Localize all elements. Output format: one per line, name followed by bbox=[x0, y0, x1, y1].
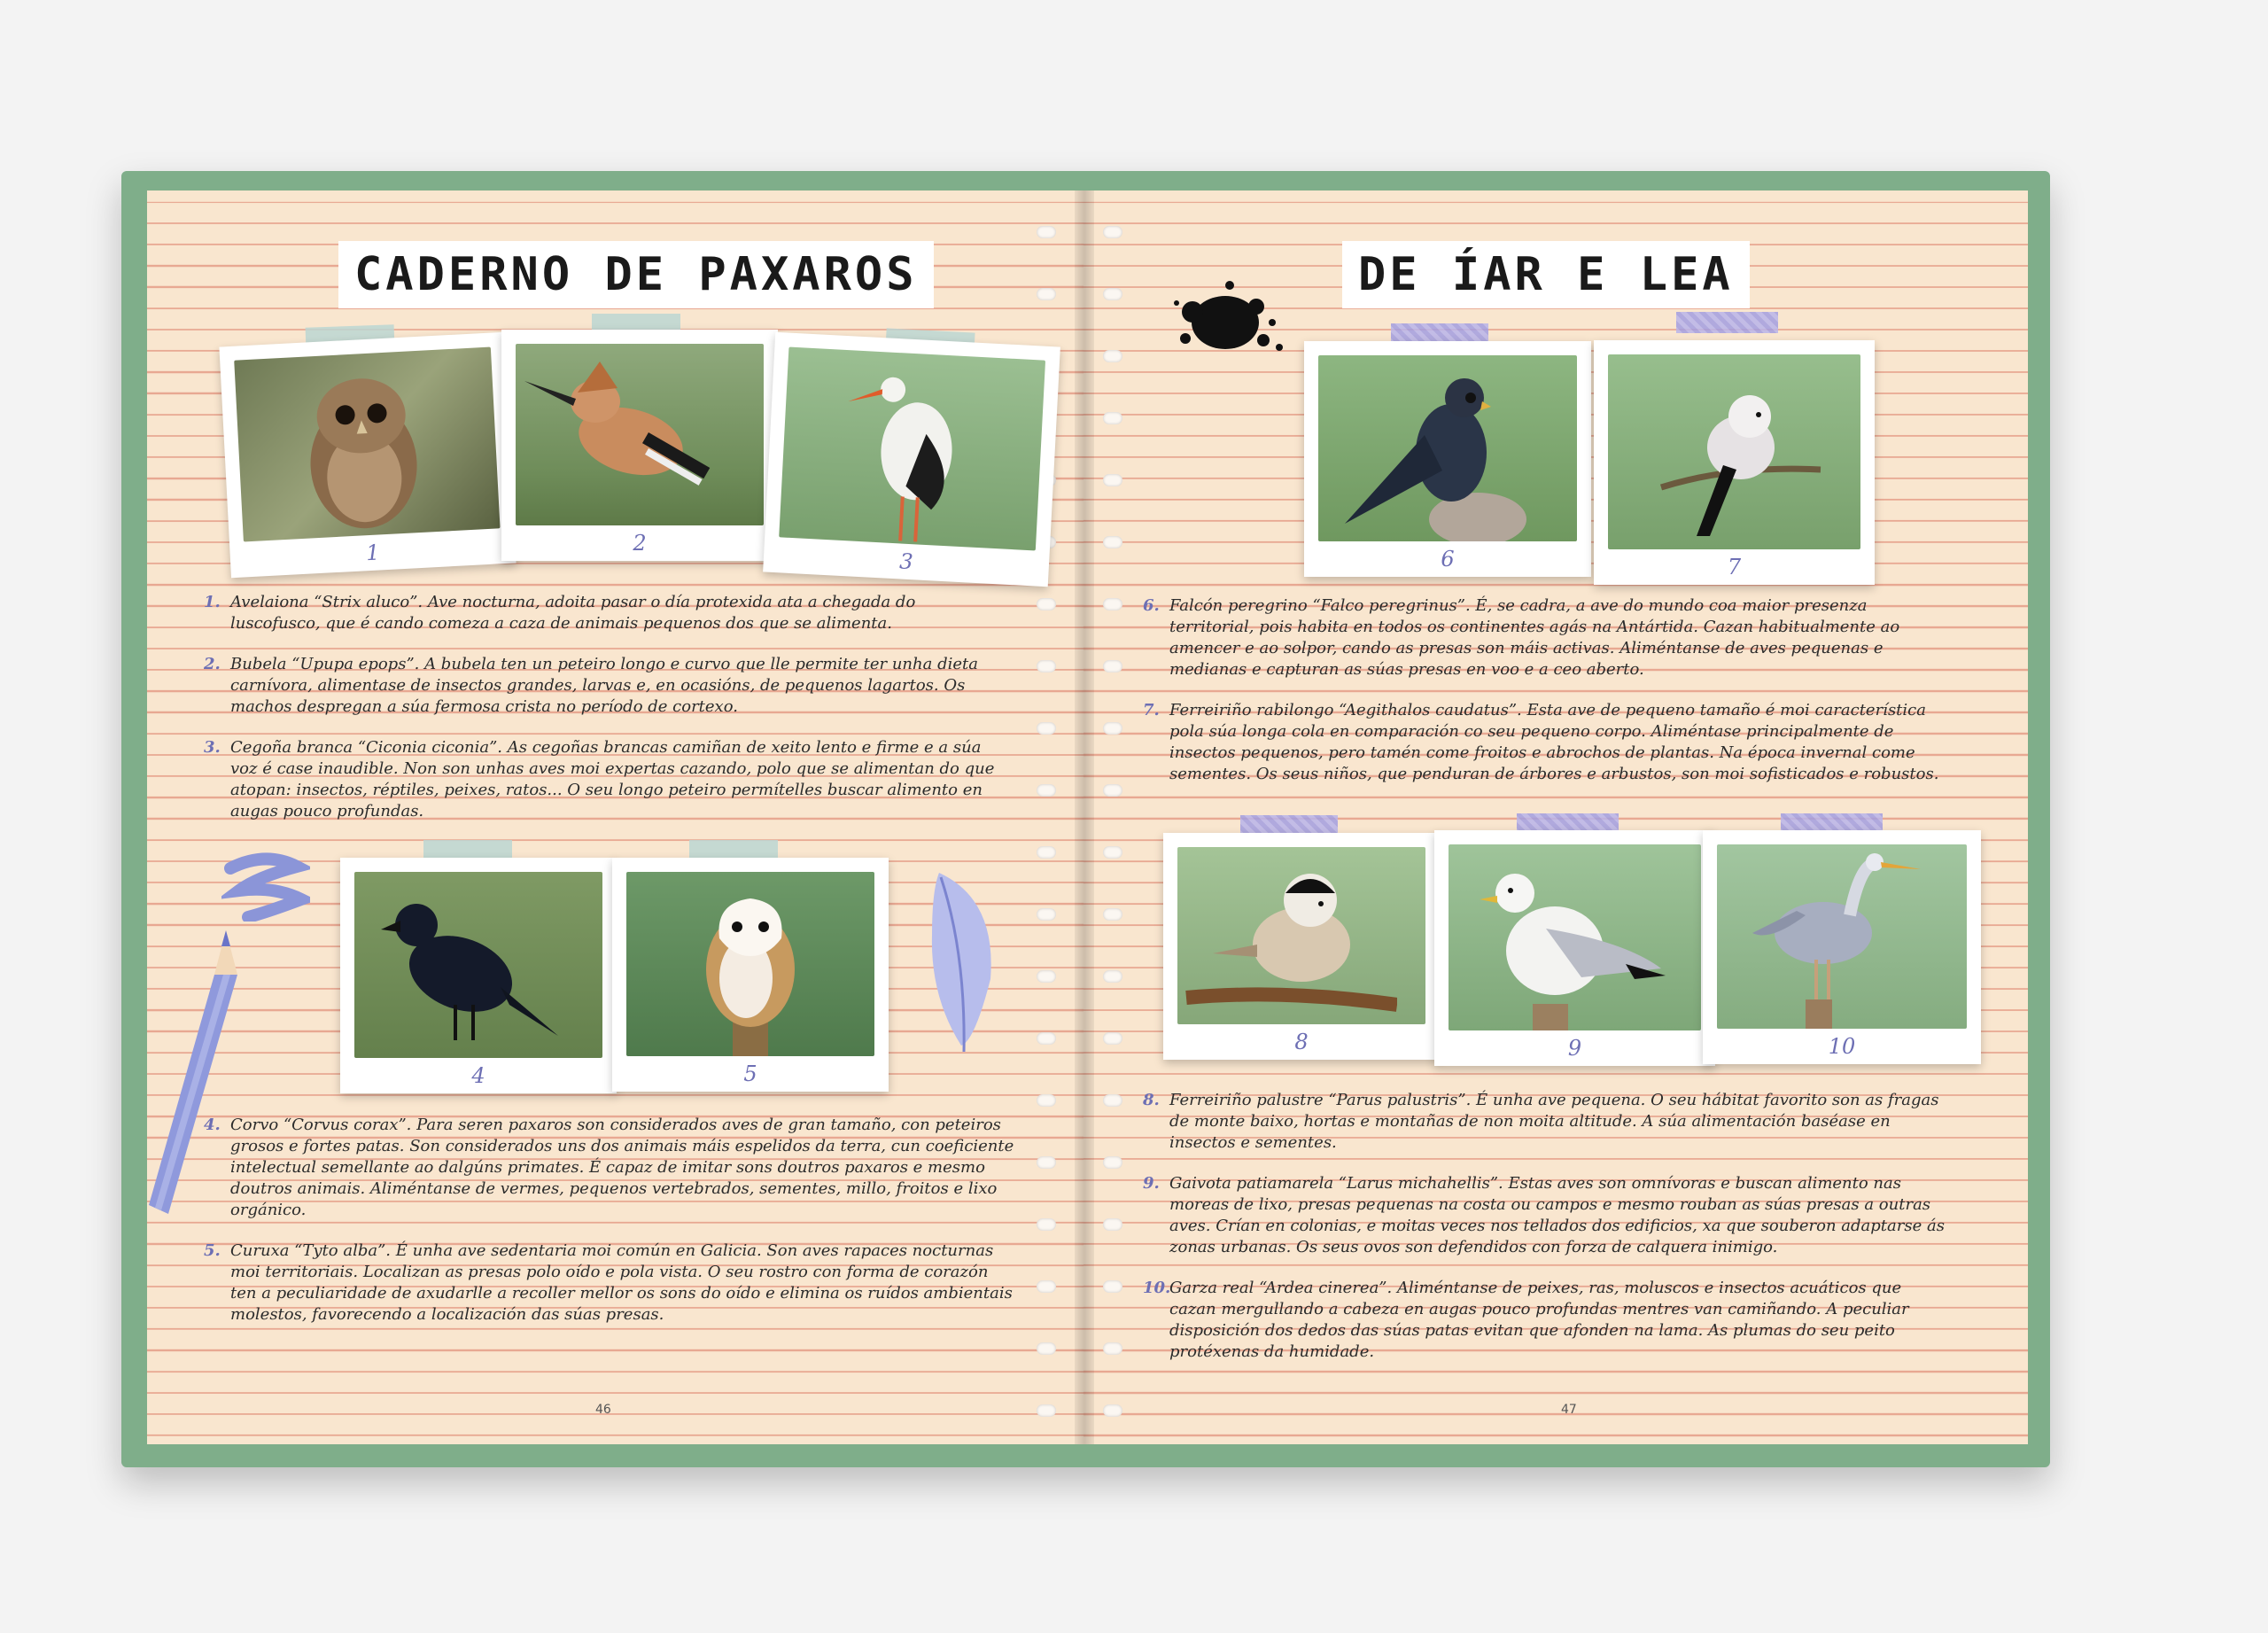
entries-right-bottom bbox=[1143, 1090, 1949, 1382]
title-right: DE ÍAR E LEA bbox=[1342, 241, 1750, 308]
photo-number: 8 bbox=[1294, 1030, 1309, 1054]
photo-1 bbox=[219, 332, 516, 578]
photo-number: 10 bbox=[1828, 1034, 1856, 1059]
photo-number: 4 bbox=[471, 1063, 485, 1088]
photo-7 bbox=[1594, 340, 1875, 585]
photo-4 bbox=[340, 858, 617, 1093]
photo-9 bbox=[1434, 830, 1715, 1066]
photo-number: 2 bbox=[633, 531, 647, 556]
barn-owl-icon bbox=[626, 872, 874, 1056]
photo-10 bbox=[1703, 830, 1981, 1064]
entry-6: 6. Falcón peregrino “Falco peregrinus”. É, se cadra, a ave do mundo coa maior presenza territorial, pois habita en todos os continentes agás na Antártida. Cazan habitualmente ao amencer e ao solpor, cando as presas son máis activas. Aliméntanse de aves pequenas e medianas e capturan as súas presas en voo e a ceo aberto. bbox=[1143, 596, 1900, 679]
photo-number: 9 bbox=[1567, 1036, 1582, 1061]
entry-2: 2. Bubela “Upupa epops”. A bubela ten un peteiro longo e curvo que lle permite ter unha dieta carnívora, alimentase de insectos grandes, larvas e, en ocasións, de pequenos lagartos. Os machos despregan a súa fermosa crista no período de cortexo. bbox=[204, 655, 978, 716]
entry-7: 7. Ferreiriño rabilongo “Aegithalos caudatus”. Esta ave de pequeno tamaño é moi característica pola súa longa cola en comparación co seu pequeno corpo. Aliméntase principalmente de insectos pequenos, pero tamén come froitos e abrochos de plantas. Na época invernal come sementes. Os seus niños, que penduran de árbores e arbustos, son moi sofisticados e robustos. bbox=[1143, 701, 1939, 783]
photo-number: 6 bbox=[1441, 547, 1455, 572]
photo-number: 3 bbox=[898, 548, 914, 575]
tawny-owl-icon bbox=[234, 347, 500, 542]
entry-9: 9. Gaivota patiamarela “Larus michahellis”. Estas aves son omnívoras e buscan alimento nas moreas de lixo, presas pequenas na costa ou campos e mesmo rouban as súas presas a outras aves. Crían en colonias, e moitas veces nos tellados dos edificios, xa que souberon adaptarse ás zonas urbanas. Os seus ovos son defendidos con forza de calquera inimigo. bbox=[1143, 1174, 1945, 1256]
entry-8: 8. Ferreiriño palustre “Parus palustris”. É unha ave pequena. O seu hábitat favorito son as fragas de monte baixo, hortas e montañas de non moita altitude. A súa alimentación baséase en insectos e sementes. bbox=[1143, 1091, 1939, 1152]
entry-4: 4. Corvo “Corvus corax”. Para seren paxaros son considerados aves de gran tamaño, con peteiros grosos e fortes patas. Son considerados uns dos animais máis espelidos da terra, cun coeficiente intelectual semellante ao dalgúns primates. É capaz de imitar sons doutros paxaros e mesmo doutros animais. Aliméntanse de vermes, pequenos vertebrados, sementes, millo, froitos e lixo orgánico. bbox=[204, 1116, 1014, 1219]
photo-6 bbox=[1304, 341, 1591, 577]
marsh-tit-icon bbox=[1177, 847, 1425, 1024]
entries-right-top bbox=[1143, 595, 1940, 805]
entries-left-bottom bbox=[204, 1115, 1019, 1345]
gull-icon bbox=[1449, 844, 1701, 1030]
photo-3 bbox=[763, 332, 1060, 587]
photo-number: 1 bbox=[365, 540, 381, 566]
photo-5 bbox=[612, 858, 889, 1092]
entry-5: 5. Curuxa “Tyto alba”. É unha ave sedentaria moi común en Galicia. Son aves rapaces nocturnas moi territoriais. Localizan as presas polo oído e pola vista. O seu rostro con forma de corazón ten a peculiaridade de axudarlle a recoller mellor os sons do oído e elimina os ruídos ambientais molestos, favorecendo a localización das súas presas. bbox=[204, 1241, 1013, 1324]
entry-10: 10.Garza real “Ardea cinerea”. Aliméntanse de peixes, ras, moluscos e insectos acuáticos que cazan mergullando a cabeza en augas pouco profundas mentres van camiñando. A peculiar disposición dos dedos das súas patas evitan que afonden na lama. As plumas do seu peito protéxenas da humidade. bbox=[1143, 1279, 1909, 1361]
title-left: CADERNO DE PAXAROS bbox=[338, 241, 934, 308]
photo-2 bbox=[501, 330, 778, 561]
entry-1: 1. Avelaiona “Strix aluco”. Ave nocturna, adoita pasar o día protexida ata a chegada do luscofusco, que é cando comeza a caza de animais pequenos dos que se alimenta. bbox=[204, 593, 916, 633]
grey-heron-icon bbox=[1717, 844, 1967, 1029]
page-number-right: 47 bbox=[1561, 1403, 1577, 1417]
entries-left-top bbox=[204, 592, 1001, 842]
hoopoe-icon bbox=[516, 344, 764, 525]
photo-number: 7 bbox=[1727, 555, 1742, 579]
photo-number: 5 bbox=[743, 1061, 757, 1086]
tape bbox=[1676, 312, 1778, 333]
long-tailed-tit-icon bbox=[1608, 354, 1860, 549]
page-number-left: 46 bbox=[595, 1403, 611, 1417]
ink-splat-icon bbox=[1168, 276, 1292, 365]
entry-3: 3. Cegoña branca “Ciconia ciconia”. As cegoñas brancas camiñan de xeito lento e firme e a súa voz é case inaudible. Non son unhas aves moi expertas cazando, polo que se alimentan do que atopan: insectos, réptiles, peixes, ratos... O seu longo peteiro permítelles buscar alimento en augas pouco profundas. bbox=[204, 738, 995, 820]
scribble-icon bbox=[221, 851, 310, 921]
photo-8 bbox=[1163, 833, 1440, 1060]
peregrine-falcon-icon bbox=[1318, 355, 1577, 541]
white-stork-icon bbox=[779, 347, 1045, 551]
feather-icon bbox=[921, 864, 1001, 1054]
raven-icon bbox=[354, 872, 602, 1058]
book-gutter bbox=[1075, 191, 1094, 1444]
